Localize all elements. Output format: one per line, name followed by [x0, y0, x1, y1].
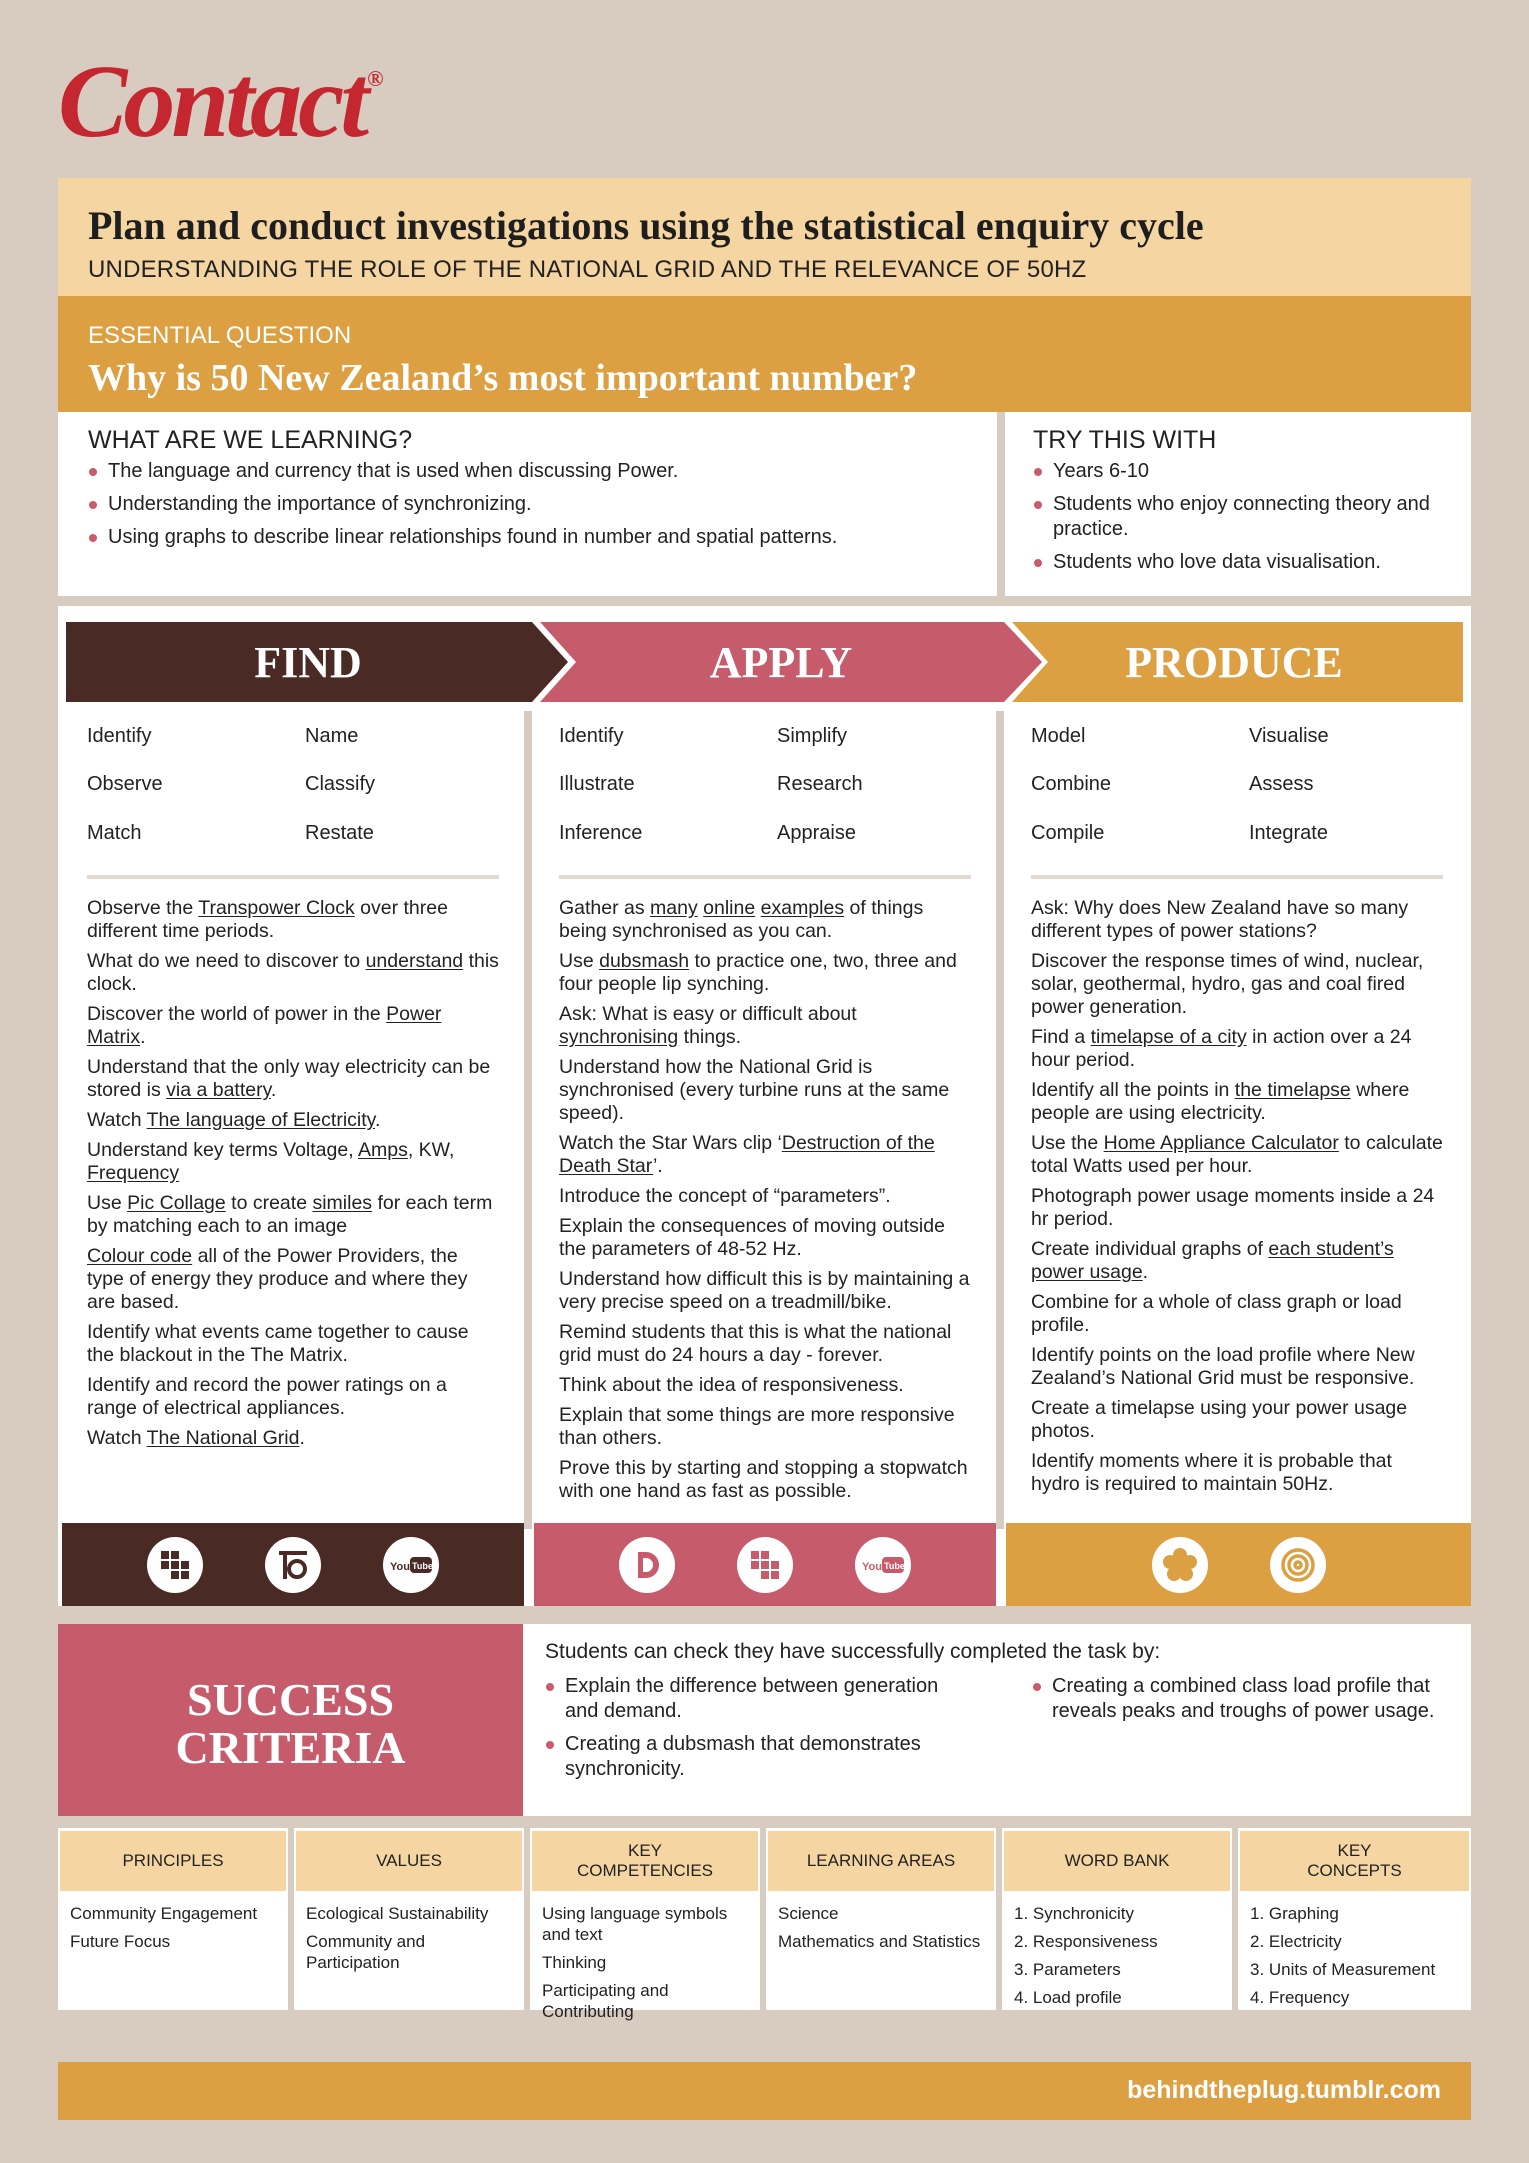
apply-column: [534, 711, 996, 1529]
svg-text:You: You: [862, 1560, 882, 1573]
table-cell: 1. Synchronicity: [1014, 1904, 1134, 1923]
activity-item: Create individual graphs of each student’s power usage.: [1031, 1238, 1394, 1283]
resource-link[interactable]: The language of Electricity: [146, 1109, 375, 1131]
produce-verbs: [1031, 725, 1443, 865]
resource-link[interactable]: examples: [760, 897, 845, 919]
activity-item: Ask: Why does New Zealand have so many different types of power stations?: [1031, 897, 1409, 942]
try-heading: TRY THIS WITH: [1033, 426, 1217, 454]
success-intro: Students can check they have successfully completed the task by:: [545, 1640, 1161, 1663]
essential-question-label: ESSENTIAL QUESTION: [88, 322, 352, 349]
resource-link[interactable]: Frequency: [87, 1162, 180, 1184]
resource-link[interactable]: understand: [365, 950, 464, 972]
activity-item: Colour code all of the Power Providers, the type of energy they produce and where they are based.: [87, 1245, 468, 1313]
try-item: Students who love data visualisation.: [1033, 550, 1443, 575]
verb: Compile: [1031, 821, 1105, 844]
activity-item: Use Pic Collage to create similes for each term by matching each to an image: [87, 1192, 493, 1237]
resource-link[interactable]: Colour code: [87, 1245, 193, 1267]
learning-item: The language and currency that is used when discussing Power.: [88, 459, 967, 484]
find-verbs: [87, 725, 499, 865]
table-header: KEY COMPETENCIES: [532, 1831, 758, 1891]
page-title: Plan and conduct investigations using the statistical enquiry cycle: [88, 203, 1204, 248]
activity-item: Discover the response times of wind, nuclear, solar, geothermal, hydro, gas and coal fired power generation.: [1031, 950, 1424, 1018]
resource-link[interactable]: Transpower Clock: [198, 897, 355, 919]
table-header: LEARNING AREAS: [768, 1831, 994, 1891]
activity-item: Watch The National Grid.: [87, 1427, 305, 1449]
divider: [1031, 875, 1443, 879]
activity-item: Create a timelapse using your power usage photos.: [1031, 1397, 1408, 1442]
activity-item: Watch The language of Electricity.: [87, 1109, 381, 1131]
table-column-key-competencies: [530, 1828, 766, 2021]
verb: Inference: [559, 821, 643, 844]
activity-item: Explain that some things are more responsive than others.: [559, 1404, 955, 1449]
table-cell: Using language symbols and text: [542, 1904, 728, 1944]
table-cell: 3. Units of Measurement: [1250, 1960, 1436, 1979]
table-cell: Community and Participation: [306, 1932, 426, 1972]
activity-item: Identify points on the load profile where New Zealand’s National Grid must be responsive.: [1031, 1344, 1415, 1389]
activity-item: Gather as many online examples of things being synchronised as you can.: [559, 897, 924, 942]
activity-item: What do we need to discover to understand this clock.: [87, 950, 499, 995]
footer-bar: [58, 2062, 1471, 2120]
verb: Simplify: [777, 725, 848, 747]
resource-link[interactable]: The National Grid: [146, 1427, 300, 1449]
table-header: VALUES: [296, 1831, 522, 1891]
verb: Research: [777, 773, 863, 796]
svg-text:Tube: Tube: [884, 1560, 905, 1571]
table-column-key-concepts: [1238, 1828, 1471, 2010]
resource-link[interactable]: Home Appliance Calculator: [1103, 1132, 1339, 1154]
camera-app-icon[interactable]: [265, 1537, 321, 1593]
verb: Match: [87, 821, 142, 844]
page-header: [58, 178, 1471, 296]
resource-link[interactable]: timelapse of a city: [1090, 1026, 1247, 1048]
resource-link[interactable]: similes: [312, 1192, 373, 1214]
column-divider: [524, 711, 532, 1529]
activity-item: Find a timelapse of a city in action over a 24 hour period.: [1031, 1026, 1412, 1071]
table-column-principles: [58, 1828, 294, 2010]
table-cell: Ecological Sustainability: [306, 1904, 489, 1923]
find-activities: [87, 897, 499, 1450]
activity-item: Observe the Transpower Clock over three different time periods.: [87, 897, 448, 942]
find-title: FIND: [254, 638, 362, 687]
activity-item: Understand how difficult this is by maintaining a very precise speed on a treadmill/bike.: [559, 1268, 970, 1313]
youtube-icon[interactable]: [855, 1537, 911, 1593]
table-column-word-bank: [1002, 1828, 1238, 2010]
activity-item: Use the Home Appliance Calculator to calculate total Watts used per hour.: [1031, 1132, 1443, 1177]
apply-icon-bar: [534, 1523, 996, 1606]
learning-item: Understanding the importance of synchronizing.: [88, 492, 967, 517]
page-subtitle: UNDERSTANDING THE ROLE OF THE NATIONAL GRID AND THE RELEVANCE OF 50HZ: [88, 256, 1087, 283]
activity-item: Introduce the concept of “parameters”.: [559, 1185, 891, 1207]
activity-item: Understand that the only way electricity can be stored is via a battery.: [87, 1056, 491, 1101]
flower-app-icon[interactable]: [1152, 1537, 1208, 1593]
table-cell: 1. Graphing: [1250, 1904, 1339, 1923]
produce-icon-bar: [1006, 1523, 1471, 1606]
learning-heading: WHAT ARE WE LEARNING?: [88, 426, 413, 454]
activity-item: Discover the world of power in the Power Matrix.: [87, 1003, 442, 1048]
verb: Integrate: [1249, 821, 1328, 844]
activity-item: Identify all the points in the timelapse where people are using electricity.: [1031, 1079, 1410, 1124]
stages-board: [58, 606, 1471, 1606]
verb: Restate: [305, 821, 374, 844]
divider: [87, 875, 499, 879]
table-column-learning-areas: [766, 1828, 1002, 2010]
activity-item: Photograph power usage moments inside a 24 hr period.: [1031, 1185, 1435, 1230]
verb: Identify: [559, 725, 624, 747]
curriculum-table: [58, 1828, 1471, 2021]
table-header: PRINCIPLES: [60, 1831, 286, 1891]
activity-item: Remind students that this is what the national grid must do 24 hours a day - forever.: [559, 1321, 952, 1366]
table-cell: 2. Responsiveness: [1014, 1932, 1158, 1951]
resource-link[interactable]: via a battery: [166, 1079, 271, 1101]
table-cell: Thinking: [542, 1953, 607, 1972]
resource-link[interactable]: Power Matrix: [87, 1003, 442, 1048]
resource-link[interactable]: the timelapse: [1234, 1079, 1351, 1101]
success-criteria-panel: [523, 1624, 1471, 1816]
footer-link[interactable]: behindtheplug.tumblr.com: [1127, 2076, 1441, 2104]
activity-item: Use dubsmash to practice one, two, three and four people lip synching.: [559, 950, 957, 995]
activity-item: Understand key terms Voltage, Amps, KW, Frequency: [87, 1139, 455, 1184]
contact-logo: Contact®: [58, 44, 384, 159]
stage-arrows: [58, 614, 1471, 714]
verb: Combine: [1031, 773, 1112, 796]
activity-item: Understand how the National Grid is synchronised (every turbine runs at the same speed).: [559, 1056, 950, 1124]
apply-title: APPLY: [709, 638, 853, 687]
activity-item: Identify what events came together to cause the blackout in the The Matrix.: [87, 1321, 469, 1366]
resource-link[interactable]: online: [703, 897, 756, 919]
essential-question-text: Why is 50 New Zealand’s most important number?: [88, 357, 918, 399]
table-header: WORD BANK: [1004, 1831, 1230, 1891]
verb: Appraise: [777, 821, 856, 844]
learning-item: Using graphs to describe linear relationships found in number and spatial patterns.: [88, 525, 967, 550]
table-cell: Future Focus: [70, 1932, 171, 1951]
table-cell: Science: [778, 1904, 839, 1923]
table-cell: Mathematics and Statistics: [778, 1932, 981, 1951]
dubsmash-icon[interactable]: [619, 1537, 675, 1593]
activity-item: Identify moments where it is probable that hydro is required to maintain 50Hz.: [1031, 1450, 1392, 1495]
activity-item: Think about the idea of responsiveness.: [559, 1374, 904, 1396]
produce-activities: [1031, 897, 1443, 1496]
activity-item: Ask: What is easy or difficult about synchronising things.: [559, 1003, 857, 1048]
verb: Name: [305, 725, 359, 747]
produce-title: PRODUCE: [1125, 638, 1343, 687]
verb: Observe: [87, 773, 163, 796]
produce-column: [1006, 711, 1468, 1529]
resource-link[interactable]: each student’s power usage: [1031, 1238, 1394, 1283]
apply-verbs: [559, 725, 971, 865]
verb: Visualise: [1249, 725, 1329, 747]
success-item: Explain the difference between generation and demand.: [545, 1674, 962, 1724]
verb: Assess: [1249, 773, 1314, 796]
svg-text:You: You: [390, 1560, 410, 1573]
success-criteria-title: SUCCESS CRITERIA: [58, 1624, 523, 1816]
essential-question: [58, 296, 1471, 412]
try-item: Years 6-10: [1033, 459, 1443, 484]
resource-link[interactable]: Destruction of the Death Star: [559, 1132, 935, 1177]
verb: Identify: [87, 725, 152, 747]
grid-app-icon[interactable]: [737, 1537, 793, 1593]
activity-item: Watch the Star Wars clip ‘Destruction of the Death Star’.: [559, 1132, 935, 1177]
table-cell: Participating and Contributing: [542, 1981, 669, 2021]
table-cell: 2. Electricity: [1250, 1932, 1342, 1951]
activity-item: Explain the consequences of moving outside the parameters of 48-52 Hz.: [559, 1215, 945, 1260]
find-icon-bar: [62, 1523, 524, 1606]
activity-item: Combine for a whole of class graph or load profile.: [1031, 1291, 1402, 1336]
activity-item: Identify and record the power ratings on a range of electrical appliances.: [87, 1374, 447, 1419]
youtube-icon[interactable]: [383, 1537, 439, 1593]
verb: Classify: [305, 773, 376, 796]
divider: [559, 875, 971, 879]
timelapse-app-icon[interactable]: [1270, 1537, 1326, 1593]
verb: Model: [1031, 725, 1086, 747]
verb: Illustrate: [559, 773, 635, 796]
resource-link[interactable]: dubsmash: [599, 950, 690, 972]
success-item: Creating a dubsmash that demonstrates synchronicity.: [545, 1732, 962, 1782]
svg-text:Tube: Tube: [412, 1560, 433, 1571]
resource-link[interactable]: synchronising: [559, 1026, 679, 1048]
try-item: Students who enjoy connecting theory and practice.: [1033, 492, 1443, 542]
activity-item: Prove this by starting and stopping a stopwatch with one hand as fast as possible.: [559, 1457, 968, 1502]
grid-app-icon[interactable]: [147, 1537, 203, 1593]
table-header: KEY CONCEPTS: [1240, 1831, 1469, 1891]
table-cell: 3. Parameters: [1014, 1960, 1121, 1979]
table-cell: 4. Load profile: [1014, 1988, 1122, 2007]
resource-link[interactable]: Pic Collage: [127, 1192, 226, 1214]
table-cell: Community Engagement: [70, 1904, 258, 1923]
table-cell: 4. Frequency: [1250, 1988, 1350, 2007]
resource-link[interactable]: Amps: [357, 1139, 408, 1161]
try-panel: [1005, 412, 1471, 596]
table-column-values: [294, 1828, 530, 2010]
resource-link[interactable]: many: [650, 897, 698, 919]
success-item: Creating a combined class load profile that reveals peaks and troughs of power usage.: [1032, 1674, 1449, 1724]
apply-activities: [559, 897, 971, 1503]
learning-panel: [58, 412, 997, 596]
find-column: [62, 711, 524, 1529]
column-divider: [996, 711, 1004, 1529]
